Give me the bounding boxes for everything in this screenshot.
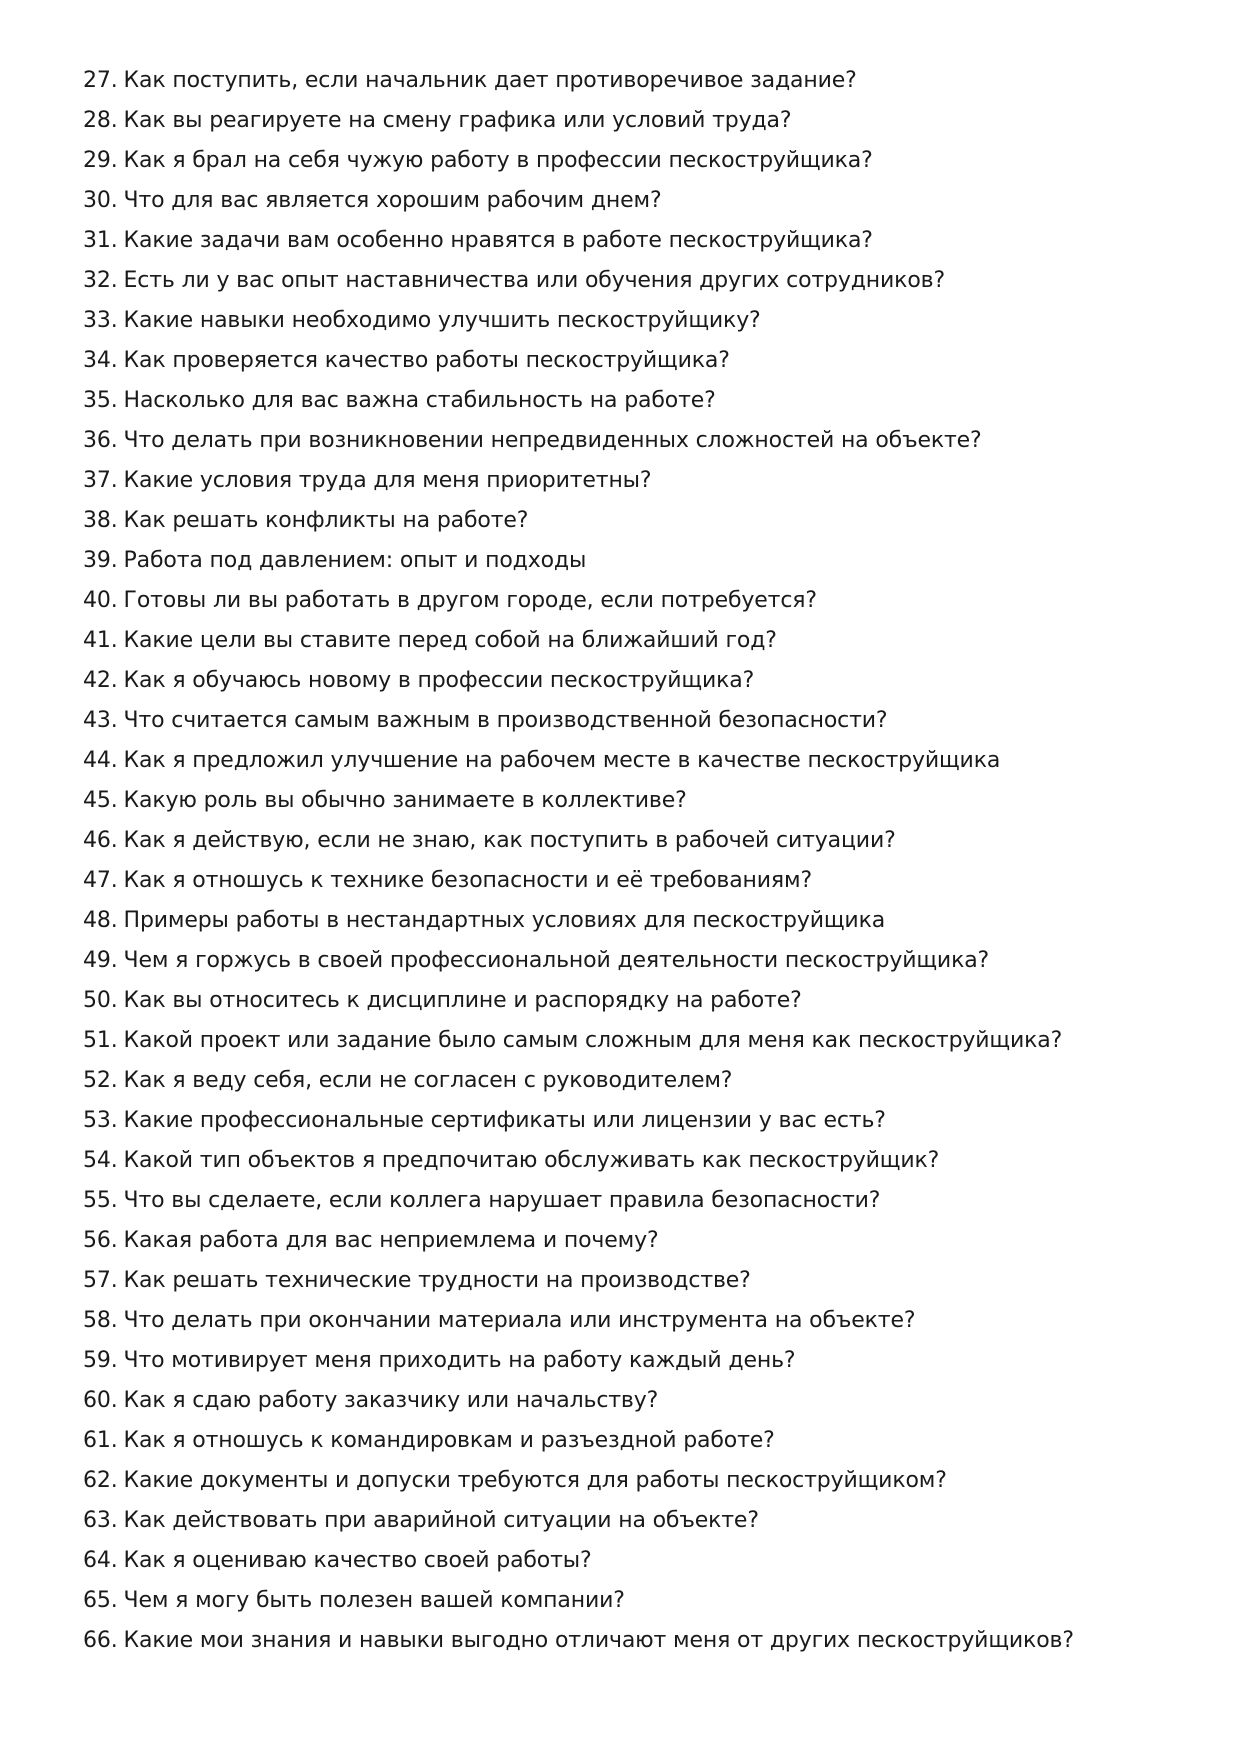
list-item (83, 61, 1183, 101)
list-item (83, 341, 1183, 381)
list-item (83, 901, 1183, 941)
question-text: Что вы сделаете, если коллега нарушает правила безопасности? (123, 1188, 881, 1213)
list-item (83, 1021, 1183, 1061)
list-item (83, 1381, 1183, 1421)
question-number: 65. (83, 1588, 118, 1613)
question-number: 54. (83, 1148, 118, 1173)
question-number: 60. (83, 1388, 118, 1413)
list-item (83, 821, 1183, 861)
list-item (83, 1141, 1183, 1181)
question-number: 32. (83, 268, 118, 293)
question-text: Как я действую, если не знаю, как поступить в рабочей ситуации? (123, 828, 896, 853)
list-item (83, 1261, 1183, 1301)
question-text: Какие профессиональные сертификаты или лицензии у вас есть? (123, 1108, 886, 1133)
question-number: 36. (83, 428, 118, 453)
question-text: Работа под давлением: опыт и подходы (123, 548, 587, 573)
question-number: 51. (83, 1028, 118, 1053)
question-number: 46. (83, 828, 118, 853)
list-item (83, 701, 1183, 741)
question-number: 37. (83, 468, 118, 493)
list-item (83, 861, 1183, 901)
question-text: Как я оцениваю качество своей работы? (123, 1548, 592, 1573)
question-number: 53. (83, 1108, 118, 1133)
question-text: Что считается самым важным в производственной безопасности? (123, 708, 888, 733)
question-text: Как я отношусь к технике безопасности и её требованиям? (123, 868, 812, 893)
question-number: 30. (83, 188, 118, 213)
question-text: Как я предложил улучшение на рабочем месте в качестве пескоструйщика (123, 748, 1001, 773)
list-item (83, 1541, 1183, 1581)
question-number: 59. (83, 1348, 118, 1373)
list-item (83, 1421, 1183, 1461)
list-item (83, 781, 1183, 821)
question-number: 50. (83, 988, 118, 1013)
list-item (83, 1181, 1183, 1221)
question-number: 57. (83, 1268, 118, 1293)
list-item (83, 421, 1183, 461)
question-text: Как я отношусь к командировкам и разъездной работе? (123, 1428, 775, 1453)
question-number: 41. (83, 628, 118, 653)
question-number: 43. (83, 708, 118, 733)
list-item (83, 181, 1183, 221)
question-text: Какие документы и допуски требуются для работы пескоструйщиком? (123, 1468, 947, 1493)
question-number: 42. (83, 668, 118, 693)
list-item (83, 541, 1183, 581)
list-item (83, 1061, 1183, 1101)
list-item (83, 301, 1183, 341)
question-text: Какую роль вы обычно занимаете в коллективе? (123, 788, 687, 813)
list-item (83, 1301, 1183, 1341)
list-item (83, 221, 1183, 261)
question-number: 58. (83, 1308, 118, 1333)
list-item (83, 1621, 1183, 1661)
question-number: 39. (83, 548, 118, 573)
question-text: Какие условия труда для меня приоритетны? (123, 468, 652, 493)
question-number: 66. (83, 1628, 118, 1653)
list-item (83, 661, 1183, 701)
question-text: Как я сдаю работу заказчику или начальству? (123, 1388, 659, 1413)
list-item (83, 1341, 1183, 1381)
question-text: Готовы ли вы работать в другом городе, если потребуется? (123, 588, 817, 613)
list-item (83, 741, 1183, 781)
question-text: Как решать конфликты на работе? (123, 508, 529, 533)
question-text: Как поступить, если начальник дает противоречивое задание? (123, 68, 857, 93)
list-item (83, 1501, 1183, 1541)
question-text: Как вы относитесь к дисциплине и распорядку на работе? (123, 988, 802, 1013)
question-text: Какие задачи вам особенно нравятся в работе пескоструйщика? (123, 228, 873, 253)
question-number: 31. (83, 228, 118, 253)
question-number: 55. (83, 1188, 118, 1213)
question-number: 56. (83, 1228, 118, 1253)
question-number: 45. (83, 788, 118, 813)
question-number: 48. (83, 908, 118, 933)
question-text: Какие цели вы ставите перед собой на ближайший год? (123, 628, 777, 653)
question-number: 29. (83, 148, 118, 173)
question-text: Какие мои знания и навыки выгодно отличают меня от других пескоструйщиков? (123, 1628, 1074, 1653)
question-text: Насколько для вас важна стабильность на работе? (123, 388, 716, 413)
list-item (83, 581, 1183, 621)
question-text: Чем я могу быть полезен вашей компании? (123, 1588, 625, 1613)
list-item (83, 461, 1183, 501)
question-number: 47. (83, 868, 118, 893)
question-number: 62. (83, 1468, 118, 1493)
question-number: 63. (83, 1508, 118, 1533)
question-text: Какой проект или задание было самым сложным для меня как пескоструйщика? (123, 1028, 1063, 1053)
question-text: Как решать технические трудности на производстве? (123, 1268, 751, 1293)
question-list (83, 61, 1183, 1661)
question-text: Что делать при окончании материала или инструмента на объекте? (123, 1308, 916, 1333)
question-text: Примеры работы в нестандартных условиях для пескоструйщика (123, 908, 886, 933)
question-number: 64. (83, 1548, 118, 1573)
list-item (83, 1461, 1183, 1501)
question-text: Какой тип объектов я предпочитаю обслуживать как пескоструйщик? (123, 1148, 940, 1173)
list-item (83, 621, 1183, 661)
list-item (83, 381, 1183, 421)
question-number: 61. (83, 1428, 118, 1453)
question-text: Чем я горжусь в своей профессиональной деятельности пескоструйщика? (123, 948, 990, 973)
question-text: Что делать при возникновении непредвиденных сложностей на объекте? (123, 428, 982, 453)
list-item (83, 981, 1183, 1021)
list-item (83, 1101, 1183, 1141)
question-text: Как вы реагируете на смену графика или условий труда? (123, 108, 792, 133)
question-number: 49. (83, 948, 118, 973)
question-number: 33. (83, 308, 118, 333)
question-text: Как проверяется качество работы пескоструйщика? (123, 348, 730, 373)
question-number: 40. (83, 588, 118, 613)
list-item (83, 501, 1183, 541)
question-text: Какая работа для вас неприемлема и почему? (123, 1228, 659, 1253)
question-text: Как я обучаюсь новому в профессии пескоструйщика? (123, 668, 755, 693)
question-number: 44. (83, 748, 118, 773)
question-number: 28. (83, 108, 118, 133)
list-item (83, 141, 1183, 181)
question-text: Что мотивирует меня приходить на работу каждый день? (123, 1348, 796, 1373)
question-number: 38. (83, 508, 118, 533)
list-item (83, 941, 1183, 981)
question-number: 34. (83, 348, 118, 373)
list-item (83, 1221, 1183, 1261)
question-text: Какие навыки необходимо улучшить пескоструйщику? (123, 308, 761, 333)
question-number: 27. (83, 68, 118, 93)
question-number: 35. (83, 388, 118, 413)
list-item (83, 1581, 1183, 1621)
question-text: Есть ли у вас опыт наставничества или обучения других сотрудников? (123, 268, 945, 293)
question-text: Что для вас является хорошим рабочим днем? (123, 188, 662, 213)
list-item (83, 261, 1183, 301)
list-item (83, 101, 1183, 141)
question-text: Как я веду себя, если не согласен с руководителем? (123, 1068, 733, 1093)
question-number: 52. (83, 1068, 118, 1093)
question-text: Как действовать при аварийной ситуации на объекте? (123, 1508, 759, 1533)
question-text: Как я брал на себя чужую работу в профессии пескоструйщика? (123, 148, 873, 173)
